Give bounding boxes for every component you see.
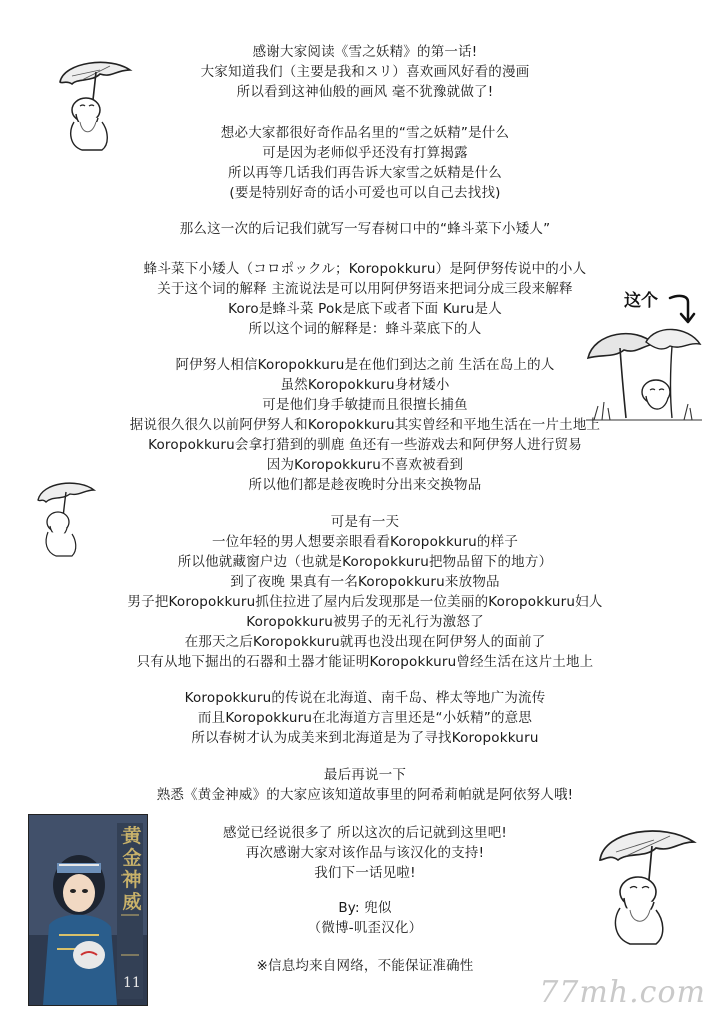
text-line: 感谢大家阅读《雪之妖精》的第一话! — [252, 44, 478, 60]
cover-title: 黄金神威 — [122, 825, 142, 913]
koropokkuru-large-illustration-icon — [594, 820, 706, 950]
closing-paragraph — [100, 823, 630, 883]
text-line: 男子把Koropokkuru抓住拉进了屋内后发现那是一位美丽的Koropokkuru妇人 — [127, 594, 603, 610]
text-line: 蜂斗菜下小矮人（コロポックル；Koropokkuru）是阿伊努传说中的小人 — [143, 261, 587, 277]
text-line: 可是有一天 — [330, 514, 400, 530]
text-line: 阿伊努人相信Koropokkuru是在他们到达之前 生活在岛上的人 — [175, 357, 555, 373]
koropokkuru-under-leaves-illustration-icon — [584, 318, 704, 424]
golden-kamuy-cover-image — [28, 814, 148, 1006]
final-note-paragraph — [100, 765, 630, 805]
text-line: 只有从地下掘出的石器和土器才能证明Koropokkuru曾经生活在这片土地上 — [136, 654, 594, 670]
snow-fairy-paragraph — [100, 123, 630, 203]
text-line: 可是因为老师似乎还没有打算揭露 — [262, 145, 468, 161]
koropokkuru-small-illustration-icon — [32, 478, 102, 560]
text-line: Koropokkuru被男子的无礼行为激怒了 — [246, 614, 484, 630]
text-line: 一位年轻的男人想要亲眼看看Koropokkuru的样子 — [211, 534, 519, 550]
text-line: 所以这个词的解释是：蜂斗菜底下的人 — [248, 321, 482, 337]
text-line: 而且Koropokkuru在北海道方言里还是“小妖精”的意思 — [197, 710, 533, 726]
text-line: 关于这个词的解释 主流说法是可以用阿伊努语来把词分成三段来解释 — [157, 281, 573, 297]
koropokkuru-leaf-illustration-icon — [52, 56, 140, 156]
cover-volume-number: 11 — [123, 975, 141, 991]
author-credit: By: 兜似 — [338, 900, 392, 916]
text-line: 可是他们身手敏捷而且很擅长捕鱼 — [262, 397, 468, 413]
text-line: 我们下一话见啦! — [314, 865, 416, 881]
text-line: 因为Koropokkuru不喜欢被看到 — [266, 457, 464, 473]
text-line: 那么这一次的后记我们就写一写春树口中的“蜂斗菜下小矮人” — [179, 221, 551, 237]
text-line: 大家知道我们（主要是我和スリ）喜欢画风好看的漫画 — [200, 64, 530, 80]
text-line: 想必大家都很好奇作品名里的“雪之妖精”是什么 — [220, 125, 510, 141]
text-line: 熟悉《黄金神威》的大家应该知道故事里的阿希莉帕就是阿依努人哦! — [156, 787, 574, 803]
text-line: 在那天之后Koropokkuru就再也没出现在阿伊努人的面前了 — [184, 634, 546, 650]
spread-paragraph — [100, 688, 630, 748]
text-line: 所以春树才认为成美来到北海道是为了寻找Koropokkuru — [191, 730, 539, 746]
group-credit: （微博-叽歪汉化） — [307, 920, 423, 936]
text-line: 虽然Koropokkuru身材矮小 — [280, 377, 450, 393]
text-line: Koro是蜂斗菜 Pok是底下或者下面 Kuru是人 — [228, 301, 502, 317]
text-line: 所以看到这神仙般的画风 毫不犹豫就做了! — [236, 84, 494, 100]
legend-paragraph — [100, 355, 630, 495]
disclaimer-paragraph — [100, 956, 630, 976]
text-line: 最后再说一下 — [323, 767, 407, 783]
story-paragraph — [100, 512, 630, 672]
disclaimer-text: ※信息均来自网络，不能保证准确性 — [256, 958, 474, 974]
text-line: Koropokkuru的传说在北海道、南千岛、桦太等地广为流传 — [184, 690, 546, 706]
this-annotation: 这个 — [624, 291, 658, 311]
site-watermark: 77mh.com — [539, 975, 706, 1010]
text-line: 据说很久很久以前阿伊努人和Koropokkuru其实曾经和平地生活在一片土地上 — [129, 417, 601, 433]
text-line: 所以再等几话我们再告诉大家雪之妖精是什么 — [228, 165, 502, 181]
text-line: Koropokkuru会拿打猎到的驯鹿 鱼还有一些游戏去和阿伊努人进行贸易 — [148, 437, 582, 453]
text-line: 所以他们都是趁夜晚时分出来交换物品 — [248, 477, 482, 493]
afterword-topic-paragraph — [100, 219, 630, 239]
definition-paragraph — [100, 259, 630, 339]
text-line: 感觉已经说很多了 所以这次的后记就到这里吧! — [222, 825, 508, 841]
text-line: 到了夜晚 果真有一名Koropokkuru来放物品 — [230, 574, 500, 590]
text-line: 所以他就藏窗户边（也就是Koropokkuru把物品留下的地方） — [177, 554, 553, 570]
intro-paragraph — [100, 42, 630, 102]
text-line: 再次感谢大家对该作品与该汉化的支持! — [245, 845, 485, 861]
credits-paragraph — [100, 898, 630, 938]
text-line: (要是特别好奇的话小可爱也可以自己去找找) — [229, 185, 501, 201]
